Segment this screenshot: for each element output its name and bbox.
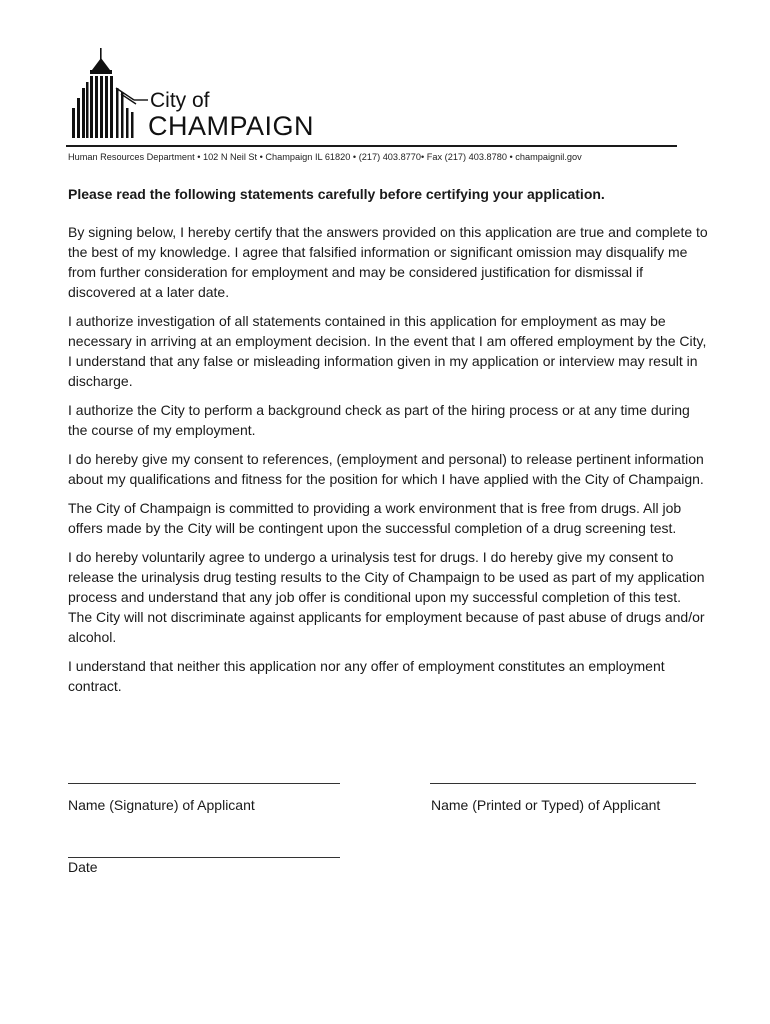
city-logo [70,48,320,140]
logo-city-text: City of [150,89,210,112]
department-address: Human Resources Department • 102 N Neil St • Champaign IL 61820 • (217) 403.8770• Fax (217) 403.8780 • champaignil.gov [68,152,582,162]
building-skyline-icon [70,48,150,140]
printed-name-line[interactable] [430,783,696,784]
statement-contract: I understand that neither this application nor any offer of employment constitutes an employment contract. [68,658,665,694]
signature-label: Name (Signature) of Applicant [68,797,255,813]
statement-references: I do hereby give my consent to references, (employment and personal) to release pertinent information about my qualifications and fitness for the position for which I have applied with the City of Champaign. [68,451,704,487]
page-heading: Please read the following statements carefully before certifying your application. [68,186,605,202]
signature-line[interactable] [68,783,340,784]
statement-background-check: I authorize the City to perform a background check as part of the hiring process or at any time during the course of my employment. [68,402,690,438]
statement-investigation: I authorize investigation of all statements contained in this application for employment as may be necessary in arriving at an employment decision. In the event that I am offered employment by the City, I understand that any false or misleading information given in my application or interview may result in discharge. [68,313,707,389]
certification-statements [68,222,708,705]
date-label: Date [68,859,98,875]
statement-urinalysis: I do hereby voluntarily agree to undergo a urinalysis test for drugs. I do hereby give my consent to release the urinalysis drug testing results to the City of Champaign to be used as part of my application process and understand that any job offer is conditional upon my successful completion of this test. The City will not discriminate against applicants for employment because of past abuse of drugs and/or alcohol. [68,549,705,645]
date-line[interactable] [68,857,340,858]
statement-certify: By signing below, I hereby certify that the answers provided on this application are true and complete to the best of my knowledge. I agree that falsified information or significant omission may disqualify me from further consideration for employment and may be considered justification for dismissal if discovered at a later date. [68,224,708,300]
logo-champaign-text: CHAMPAIGN [148,111,315,141]
statement-drug-free: The City of Champaign is committed to providing a work environment that is free from drugs. All job offers made by the City will be contingent upon the successful completion of a drug screening test. [68,500,682,536]
printed-name-label: Name (Printed or Typed) of Applicant [431,797,661,813]
header-divider [66,145,677,147]
